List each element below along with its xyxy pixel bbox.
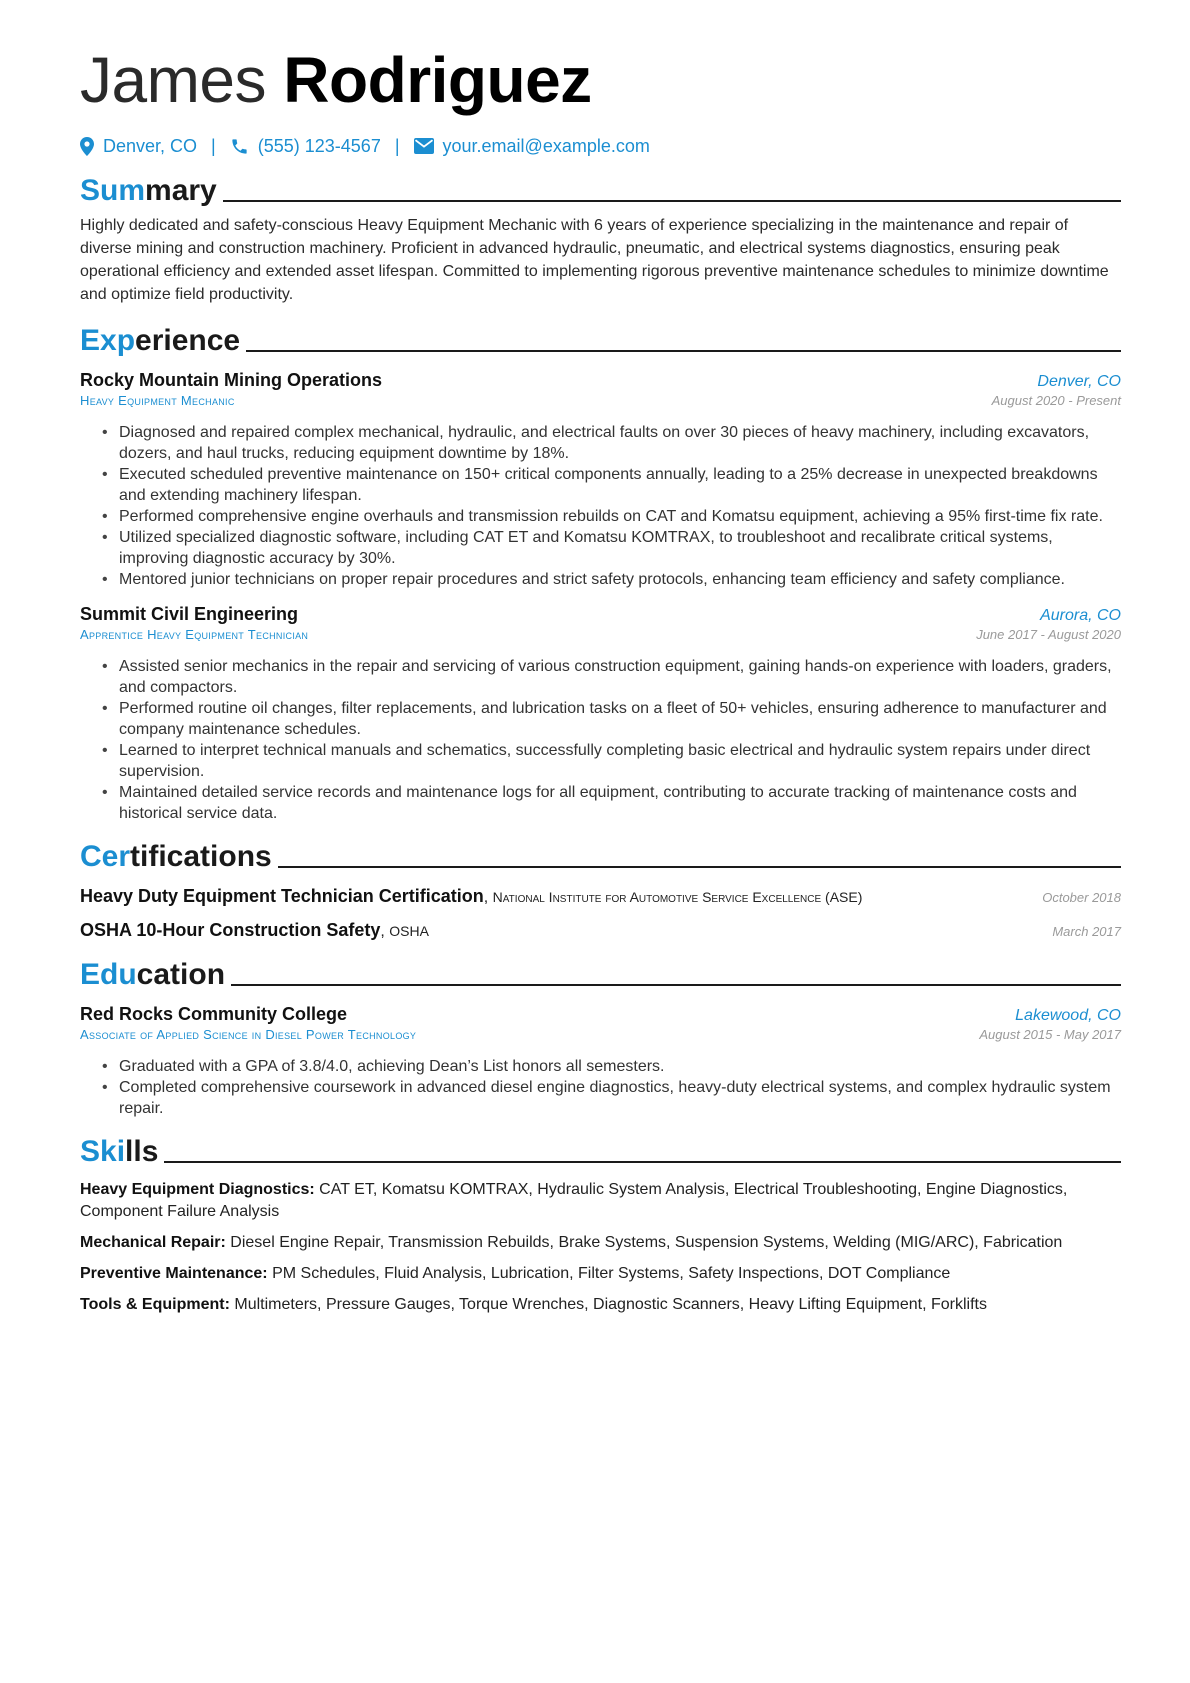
section-rule (278, 866, 1121, 868)
list-item: • Utilized specialized diagnostic software, including CAT ET and Komatsu KOMTRAX, to troubleshoot and recalibrate critical systems, improving diagnostic accuracy by 30%. (102, 527, 1121, 569)
entry-subheader (80, 625, 1121, 642)
job-dates: August 2020 - Present (991, 393, 1121, 408)
separator: | (211, 135, 216, 156)
title-rest: mary (145, 174, 217, 207)
first-name: James (80, 44, 266, 116)
school-name: Red Rocks Community College (80, 1004, 348, 1024)
experience-entry (80, 604, 1121, 824)
skill-row (80, 1232, 1121, 1254)
skill-row (80, 1263, 1121, 1285)
phone-icon (230, 137, 249, 156)
contact-phone[interactable] (230, 136, 381, 157)
resume-page (80, 40, 1121, 1316)
contact-line (80, 134, 1121, 158)
section-title (80, 958, 225, 992)
education-bullets (80, 1056, 1121, 1119)
separator: | (394, 135, 400, 156)
employer-location: Aurora, CO (1040, 607, 1121, 624)
job-title: Apprentice Heavy Equipment Technician (80, 627, 309, 642)
employer-name: Rocky Mountain Mining Operations (80, 370, 383, 390)
certification-item (80, 920, 1121, 942)
title-accent: Exp (80, 324, 136, 357)
education-entry (80, 1004, 1121, 1119)
list-item: • Executed scheduled preventive maintenance on 150+ critical components annually, leading to a 25% decrease in unexpected breakdowns and extending machinery lifespan. (102, 464, 1121, 506)
entry-subheader (80, 1025, 1121, 1042)
cert-name: Heavy Duty Equipment Technician Certification (80, 886, 484, 906)
section-skills (80, 1133, 1121, 1169)
cert-main (80, 886, 900, 908)
skill-label: Tools & Equipment: (80, 1296, 230, 1313)
employer-location: Denver, CO (1037, 373, 1121, 390)
cert-main (80, 920, 900, 942)
skill-value: Multimeters, Pressure Gauges, Torque Wrenches, Diagnostic Scanners, Heavy Lifting Equipment, Forklifts (234, 1296, 987, 1313)
experience-entry (80, 370, 1121, 590)
section-rule (246, 350, 1121, 352)
section-certifications (80, 838, 1121, 874)
title-accent: Edu (80, 958, 137, 991)
phone-text[interactable]: (555) 123-4567 (257, 135, 381, 156)
cert-comma: , (483, 889, 493, 906)
skill-value: CAT ET, Komatsu KOMTRAX, Hydraulic System Analysis, Electrical Troubleshooting, Engine Diagnostics, Component Failure Analysis (80, 1181, 1068, 1220)
list-item: • Assisted senior mechanics in the repair and servicing of various construction equipment, gaining hands-on experience with loaders, graders, and compactors. (102, 656, 1121, 698)
entry-header (80, 370, 1121, 391)
cert-issuer: OSHA (389, 923, 429, 939)
summary-text: Highly dedicated and safety-conscious Heavy Equipment Mechanic with 6 years of experience specializing in the maintenance and repair of diverse mining and construction machinery. Proficient in advanced hydraulic, pneumatic, and electrical systems diagnostics, ensuring peak operational efficiency and extended asset lifespan. Committed to implementing rigorous preventive maintenance schedules to minimize downtime and optimize field productivity. (80, 217, 1109, 303)
skill-label: Heavy Equipment Diagnostics: (80, 1181, 315, 1198)
section-title (80, 840, 272, 874)
title-accent: Sum (80, 174, 146, 207)
certification-item (80, 886, 1121, 908)
title-accent: Ski (80, 1135, 126, 1168)
title-rest: tifications (130, 840, 272, 873)
map-pin-icon (80, 137, 94, 156)
skill-value: PM Schedules, Fluid Analysis, Lubrication, Filter Systems, Safety Inspections, DOT Compliance (272, 1265, 951, 1282)
skill-row (80, 1294, 1121, 1316)
list-item: • Maintained detailed service records and maintenance logs for all equipment, contributing to accurate tracking of maintenance costs and historical service data. (102, 782, 1121, 824)
section-title (80, 1135, 158, 1169)
last-name: Rodriguez (283, 44, 592, 116)
list-item: • Diagnosed and repaired complex mechanical, hydraulic, and electrical faults on over 30 pieces of heavy machinery, including excavators, dozers, and haul trucks, reducing equipment downtime by 18%. (102, 422, 1121, 464)
entry-subheader (80, 391, 1121, 408)
job-title: Heavy Equipment Mechanic (80, 393, 235, 408)
cert-issuer: National Institute for Automotive Service Excellence (ASE) (492, 889, 863, 905)
employer-name: Summit Civil Engineering (80, 604, 299, 624)
location-text: Denver, CO (103, 135, 198, 156)
section-title (80, 174, 217, 208)
job-bullets (80, 422, 1121, 590)
title-rest: erience (135, 324, 241, 357)
list-item: • Performed routine oil changes, filter replacements, and lubrication tasks on a fleet of 50+ vehicles, ensuring adherence to manufacturer and company maintenance schedules. (102, 698, 1121, 740)
entry-header (80, 1004, 1121, 1025)
degree-name: Associate of Applied Science in Diesel Power Technology (80, 1027, 417, 1042)
cert-date: March 2017 (1052, 924, 1121, 939)
skill-label: Mechanical Repair: (80, 1234, 226, 1251)
entry-header (80, 604, 1121, 625)
skill-value: Diesel Engine Repair, Transmission Rebuilds, Brake Systems, Suspension Systems, Welding (MIG/ARC), Fabrication (230, 1234, 1063, 1251)
section-title (80, 324, 240, 358)
title-accent: Cer (80, 840, 131, 873)
school-location: Lakewood, CO (1015, 1007, 1121, 1024)
title-rest: lls (125, 1135, 159, 1168)
section-experience (80, 322, 1121, 358)
skill-label: Preventive Maintenance: (80, 1265, 268, 1282)
list-item: • Completed comprehensive coursework in advanced diesel engine diagnostics, heavy-duty electrical systems, and complex hydraulic system repair. (102, 1077, 1121, 1119)
envelope-icon (414, 138, 434, 154)
section-rule (164, 1161, 1121, 1163)
cert-name: OSHA 10-Hour Construction Safety (80, 920, 381, 940)
list-item: • Performed comprehensive engine overhauls and transmission rebuilds on CAT and Komatsu equipment, achieving a 95% first-time fix rate. (102, 506, 1121, 527)
section-rule (231, 984, 1121, 986)
section-rule (223, 200, 1121, 202)
job-dates: June 2017 - August 2020 (976, 627, 1121, 642)
section-summary (80, 172, 1121, 208)
email-link[interactable]: your.email@example.com (442, 135, 650, 156)
cert-date: October 2018 (1042, 890, 1121, 905)
skill-row (80, 1179, 1121, 1223)
cert-comma: , (380, 923, 390, 940)
list-item: • Graduated with a GPA of 3.8/4.0, achieving Dean’s List honors all semesters. (102, 1056, 1121, 1077)
candidate-name (80, 40, 1121, 120)
contact-location (80, 136, 197, 157)
section-education (80, 956, 1121, 992)
list-item: • Learned to interpret technical manuals and schematics, successfully completing basic electrical and hydraulic system repairs under direct supervision. (102, 740, 1121, 782)
contact-email[interactable] (414, 136, 650, 157)
job-bullets (80, 656, 1121, 824)
title-rest: cation (136, 958, 226, 991)
list-item: • Mentored junior technicians on proper repair procedures and strict safety protocols, enhancing team efficiency and safety compliance. (102, 569, 1121, 590)
education-dates: August 2015 - May 2017 (979, 1027, 1121, 1042)
